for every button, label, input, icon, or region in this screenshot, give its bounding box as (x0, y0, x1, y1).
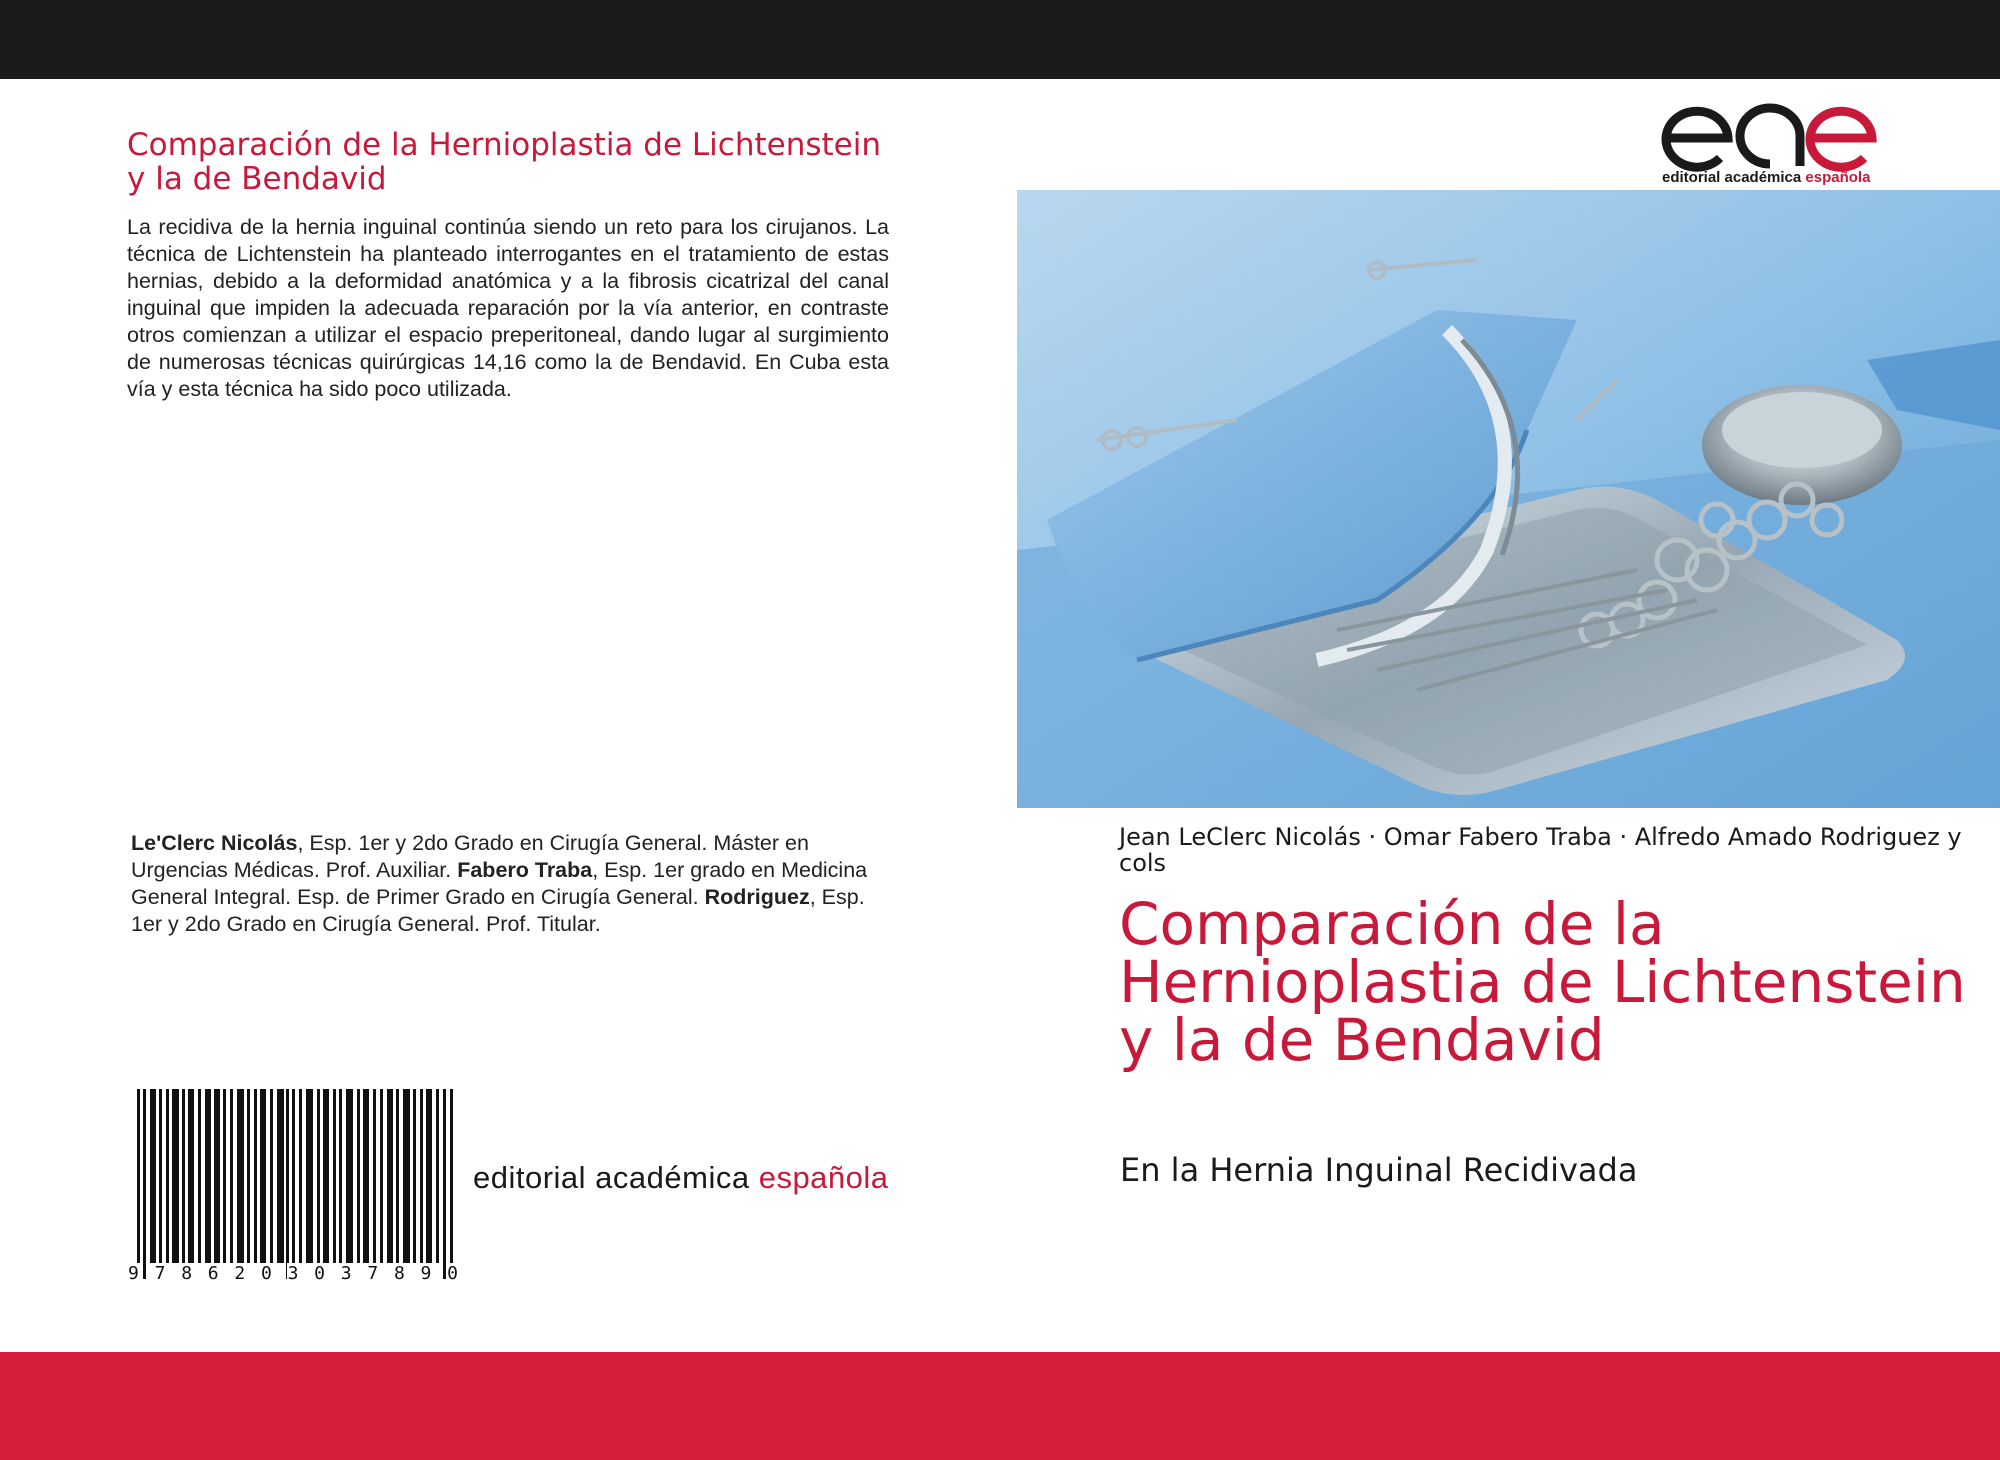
cover-photo-surgical-instruments (1017, 190, 2000, 808)
bottom-band (0, 1352, 2000, 1460)
isbn-digit: 0 (314, 1263, 325, 1284)
back-cover-blurb: La recidiva de la hernia inguinal continúa siendo un reto para los cirujanos. La técnica de Lichtenstein ha planteado interrogantes en el tratamiento de estas hernias, debido a la deformidad anatómica y a la fibrosis cicatrizal del canal inguinal que impiden la adecuada reparación por la vía anterior, en contraste otros comienzan a utilizar el espacio preperitoneal, dando lugar al surgimiento de numerosas técnicas quirúrgicas 14,16 como la de Bendavid. En Cuba esta vía y esta técnica ha sido poco utilizada. (127, 215, 889, 401)
front-cover-subtitle: En la Hernia Inguinal Recidivada (1120, 1151, 1638, 1189)
publisher-name (473, 1160, 889, 1196)
isbn-digit: 9 (128, 1263, 139, 1284)
isbn-digit: 9 (420, 1263, 432, 1284)
isbn-digit: 3 (287, 1263, 299, 1284)
author-bio-name-2: Fabero Traba (457, 858, 593, 882)
isbn-digit: 2 (234, 1263, 246, 1284)
publisher-name-main: editorial académica (473, 1160, 759, 1195)
isbn-digit: 0 (260, 1263, 272, 1284)
author-bio (131, 830, 891, 938)
top-band (0, 0, 2000, 79)
isbn-digit: 7 (367, 1263, 379, 1284)
logo-caption-main: editorial académica (1662, 169, 1806, 186)
author-bio-text-2: , Esp. 1er grado en Medicina General Integral. Esp. de Primer Grado en Cirugía General. (131, 858, 868, 909)
isbn-digit: 7 (154, 1263, 166, 1284)
front-cover-authors: Jean LeClerc Nicolás · Omar Fabero Traba · Alfredo Amado Rodriguez y cols (1119, 823, 1962, 877)
publisher-name-accent: española (758, 1160, 889, 1195)
isbn-digit: 0 (447, 1263, 458, 1284)
author-bio-name-3: Rodriguez (704, 885, 810, 909)
isbn-digit: 3 (340, 1263, 352, 1284)
logo-caption (1662, 169, 1870, 186)
isbn-digit: 8 (181, 1263, 193, 1284)
author-bio-text-3: , Esp. 1er y 2do Grado en Cirugía General. Prof. Titular. (131, 885, 865, 936)
isbn-digit: 8 (393, 1263, 405, 1284)
isbn-digits (127, 1263, 459, 1284)
isbn-digit: 6 (207, 1263, 219, 1284)
isbn-barcode (133, 1089, 458, 1279)
author-bio-text-1: , Esp. 1er y 2do Grado en Cirugía General. Máster en Urgencias Médicas. Prof. Auxiliar. (131, 831, 809, 882)
logo-caption-accent: española (1805, 169, 1871, 186)
front-cover-title: Comparación de la Hernioplastia de Lichtenstein y la de Bendavid (1119, 890, 1966, 1074)
back-cover-title: Comparación de la Hernioplastia de Lichtenstein y la de Bendavid (127, 127, 881, 197)
author-bio-name-1: Le'Clerc Nicolás (131, 831, 298, 855)
